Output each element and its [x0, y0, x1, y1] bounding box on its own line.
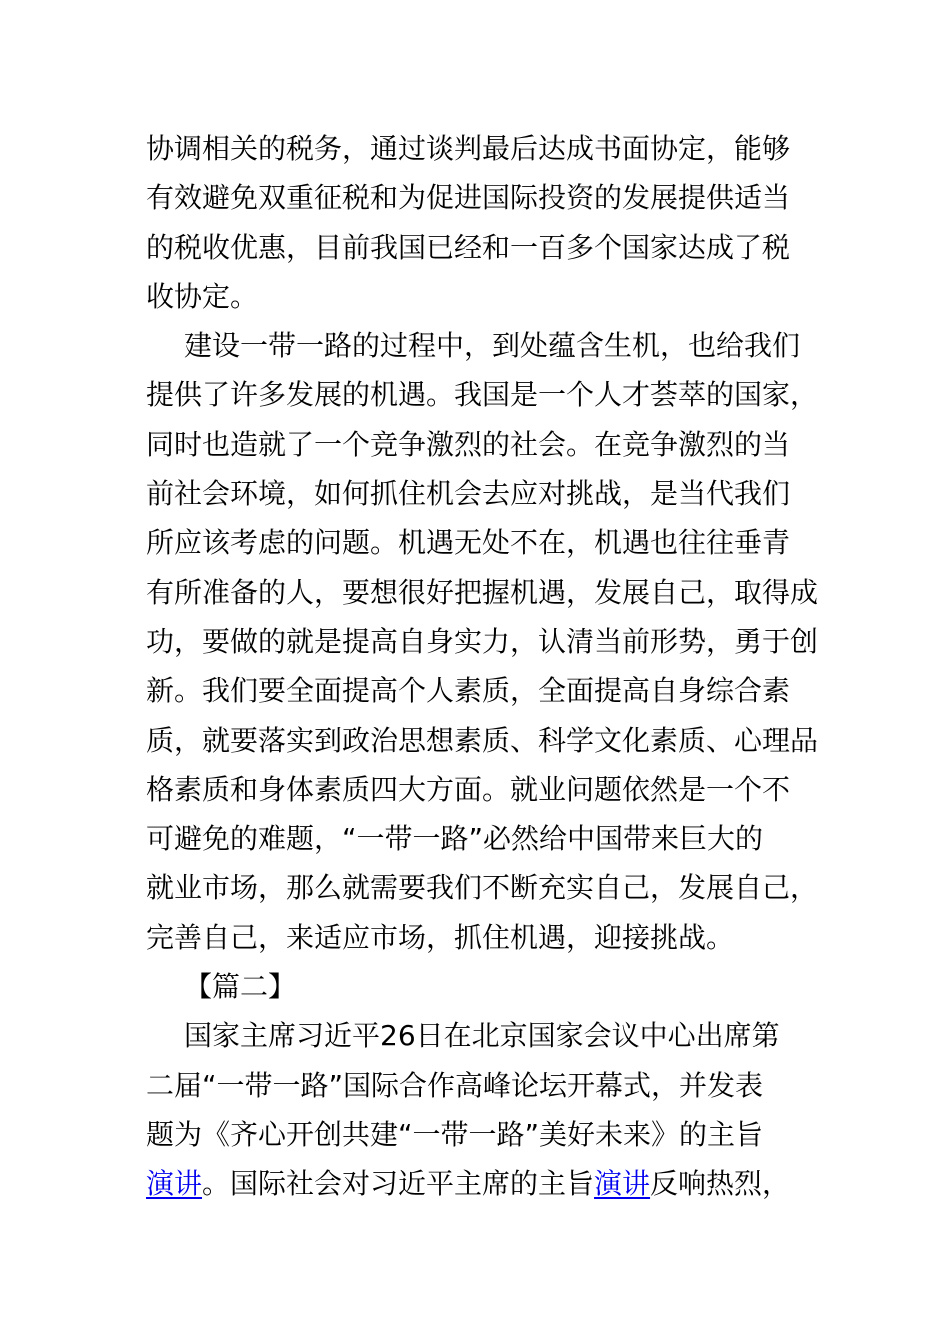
text-line: 提供了许多发展的机遇。我国是一个人才荟萃的国家，	[146, 378, 819, 412]
paragraph-tax-agreement	[146, 124, 826, 321]
text-line: 有所准备的人，要想很好把握机遇，发展自己，取得成	[146, 575, 819, 609]
text-line: 建设一带一路的过程中，到处蕴含生机，也给我们	[184, 329, 801, 363]
speech-link[interactable]: 演讲	[594, 1167, 651, 1201]
document-body	[146, 124, 826, 1209]
paragraph-opportunities	[146, 321, 826, 962]
text-line: 所应该考虑的问题。机遇无处不在，机遇也往往垂青	[146, 526, 791, 560]
text-line-with-links	[146, 1159, 826, 1208]
text-line: 国家主席习近平26日在北京国家会议中心出席第	[184, 1019, 780, 1053]
text-segment: 反响热烈，	[650, 1167, 791, 1201]
text-line: 质，就要落实到政治思想素质、科学文化素质、心理品	[146, 723, 819, 757]
text-line: 完善自己，来适应市场，抓住机遇，迎接挑战。	[146, 920, 735, 954]
text-line: 的税收优惠，目前我国已经和一百多个国家达成了税	[146, 230, 791, 264]
text-line: 新。我们要全面提高个人素质，全面提高自身综合素	[146, 674, 791, 708]
text-line: 二届“一带一路”国际合作高峰论坛开幕式，并发表	[146, 1068, 764, 1102]
text-line: 格素质和身体素质四大方面。就业问题依然是一个不	[146, 772, 791, 806]
text-segment: 。国际社会对习近平主席的主旨	[202, 1167, 595, 1201]
text-line: 功，要做的就是提高自身实力，认清当前形势，勇于创	[146, 624, 819, 658]
text-line: 有效避免双重征税和为促进国际投资的发展提供适当	[146, 181, 791, 215]
text-line: 题为《齐心开创共建“一带一路”美好未来》的主旨	[146, 1117, 764, 1151]
section-heading: 【篇二】	[184, 970, 297, 1004]
text-line: 收协定。	[146, 279, 259, 313]
text-line: 可避免的难题，“一带一路”必然给中国带来巨大的	[146, 822, 764, 856]
paragraph-forum-speech	[146, 1011, 826, 1208]
text-line: 前社会环境，如何抓住机会去应对挑战，是当代我们	[146, 477, 791, 511]
text-line: 就业市场，那么就需要我们不断充实自己，发展自己，	[146, 871, 819, 905]
text-line: 协调相关的税务，通过谈判最后达成书面协定，能够	[146, 132, 791, 165]
text-line: 同时也造就了一个竞争激烈的社会。在竞争激烈的当	[146, 427, 791, 461]
speech-link[interactable]: 演讲	[146, 1167, 203, 1201]
